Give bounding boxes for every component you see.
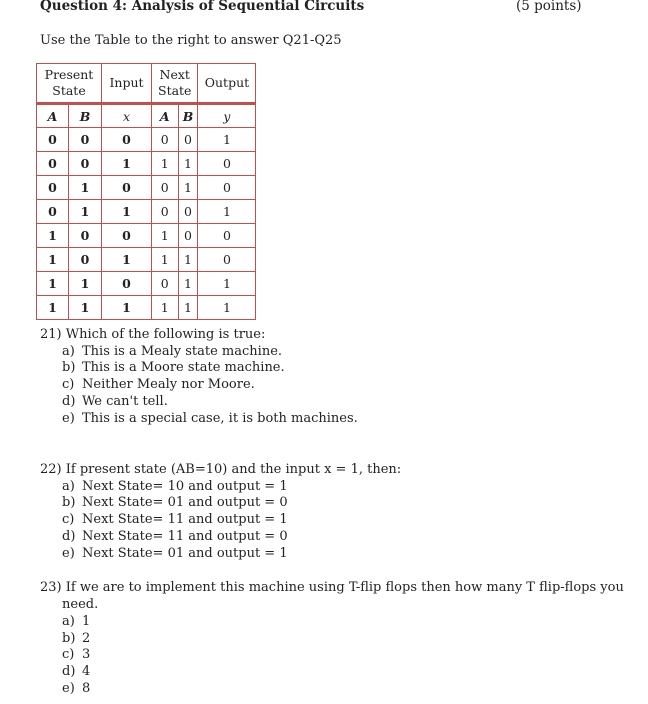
- cell-a: 1: [37, 248, 69, 272]
- cell-b: 1: [69, 176, 102, 200]
- cell-next-b: 0: [178, 224, 198, 248]
- cell-next-b: 1: [178, 296, 198, 320]
- q22-option-d: [62, 528, 288, 545]
- header-next-state: Next State: [152, 64, 198, 104]
- option-label: d): [62, 664, 76, 679]
- cell-next-a: 0: [152, 176, 179, 200]
- option-text: We can't tell.: [82, 394, 168, 409]
- q21-option-a: [62, 343, 282, 360]
- cell-b: 0: [69, 128, 102, 152]
- option-label: d): [62, 529, 76, 544]
- cell-next-a: 0: [152, 272, 179, 296]
- q23-option-d: [62, 663, 90, 680]
- cell-a: 0: [37, 200, 69, 224]
- cell-next-a: 1: [152, 224, 179, 248]
- option-text: Next State= 11 and output = 0: [82, 529, 288, 544]
- q22-option-a: [62, 478, 288, 495]
- header-input: Input: [102, 64, 152, 104]
- col-next-b: B: [178, 104, 198, 128]
- question-title: Question 4: Analysis of Sequential Circuits: [40, 0, 365, 14]
- option-label: d): [62, 394, 76, 409]
- col-y: y: [198, 104, 256, 128]
- cell-y: 0: [198, 176, 256, 200]
- col-a: A: [37, 104, 69, 128]
- q23-option-b: [62, 630, 90, 647]
- table-row: [37, 296, 256, 320]
- header-output: Output: [198, 64, 256, 104]
- option-label: b): [62, 360, 76, 375]
- option-label: a): [62, 479, 75, 494]
- cell-y: 1: [198, 296, 256, 320]
- q21-text: 21) Which of the following is true:: [40, 327, 266, 342]
- cell-b: 1: [69, 296, 102, 320]
- option-text: 2: [82, 631, 91, 646]
- cell-y: 0: [198, 224, 256, 248]
- cell-x: 1: [102, 296, 152, 320]
- cell-next-b: 0: [178, 128, 198, 152]
- cell-x: 1: [102, 248, 152, 272]
- cell-next-b: 1: [178, 272, 198, 296]
- cell-next-b: 1: [178, 176, 198, 200]
- option-label: e): [62, 681, 75, 696]
- q23-option-a: [62, 613, 90, 630]
- cell-y: 1: [198, 272, 256, 296]
- option-label: b): [62, 631, 76, 646]
- q22-option-b: [62, 494, 288, 511]
- cell-next-a: 1: [152, 296, 179, 320]
- group-header-row: [37, 64, 256, 104]
- q22-text: 22) If present state (AB=10) and the input x = 1, then:: [40, 462, 402, 477]
- cell-next-b: 0: [178, 200, 198, 224]
- table-row: [37, 224, 256, 248]
- cell-a: 1: [37, 224, 69, 248]
- option-label: e): [62, 411, 75, 426]
- points-label: (5 points): [516, 0, 582, 14]
- option-text: 4: [82, 664, 91, 679]
- option-label: b): [62, 495, 76, 510]
- option-label: c): [62, 647, 75, 662]
- table-row: [37, 152, 256, 176]
- option-text: 8: [82, 681, 91, 696]
- cell-x: 0: [102, 176, 152, 200]
- option-label: c): [62, 512, 75, 527]
- cell-next-a: 1: [152, 248, 179, 272]
- option-text: This is a special case, it is both machines.: [82, 411, 358, 426]
- option-text: Next State= 01 and output = 0: [82, 495, 288, 510]
- header-present-state: Present State: [37, 64, 102, 104]
- option-label: a): [62, 614, 75, 629]
- cell-b: 0: [69, 248, 102, 272]
- cell-y: 0: [198, 248, 256, 272]
- cell-x: 0: [102, 128, 152, 152]
- cell-next-b: 1: [178, 152, 198, 176]
- option-label: c): [62, 377, 75, 392]
- q21-option-e: [62, 410, 358, 427]
- table-row: [37, 272, 256, 296]
- option-text: This is a Moore state machine.: [82, 360, 285, 375]
- col-next-a: A: [152, 104, 179, 128]
- q21-option-b: [62, 359, 285, 376]
- cell-a: 1: [37, 272, 69, 296]
- option-label: e): [62, 546, 75, 561]
- cell-a: 0: [37, 176, 69, 200]
- state-table: [36, 63, 256, 320]
- cell-y: 0: [198, 152, 256, 176]
- option-text: Next State= 11 and output = 1: [82, 512, 288, 527]
- cell-x: 0: [102, 224, 152, 248]
- cell-b: 0: [69, 152, 102, 176]
- table-row: [37, 128, 256, 152]
- q22-option-c: [62, 511, 288, 528]
- cell-x: 0: [102, 272, 152, 296]
- q23-option-c: [62, 646, 90, 663]
- cell-next-a: 1: [152, 152, 179, 176]
- q21-option-c: [62, 376, 255, 393]
- option-text: Next State= 01 and output = 1: [82, 546, 288, 561]
- option-text: 3: [82, 647, 91, 662]
- cell-a: 0: [37, 128, 69, 152]
- option-text: This is a Mealy state machine.: [82, 344, 283, 359]
- column-header-row: [37, 104, 256, 128]
- table-row: [37, 248, 256, 272]
- cell-x: 1: [102, 152, 152, 176]
- cell-b: 0: [69, 224, 102, 248]
- cell-b: 1: [69, 272, 102, 296]
- q23-text-line2: need.: [62, 597, 99, 612]
- q23-option-e: [62, 680, 90, 697]
- cell-x: 1: [102, 200, 152, 224]
- cell-next-a: 0: [152, 200, 179, 224]
- option-text: Next State= 10 and output = 1: [82, 479, 288, 494]
- cell-a: 0: [37, 152, 69, 176]
- option-label: a): [62, 344, 75, 359]
- cell-next-b: 1: [178, 248, 198, 272]
- q22-option-e: [62, 545, 288, 562]
- q21-option-d: [62, 393, 168, 410]
- cell-y: 1: [198, 200, 256, 224]
- cell-y: 1: [198, 128, 256, 152]
- table-row: [37, 176, 256, 200]
- cell-b: 1: [69, 200, 102, 224]
- cell-next-a: 0: [152, 128, 179, 152]
- q23-text-line1: 23) If we are to implement this machine using T-flip flops then how many T flip-flops you: [40, 580, 624, 595]
- col-b: B: [69, 104, 102, 128]
- table-row: [37, 200, 256, 224]
- option-text: 1: [82, 614, 91, 629]
- option-text: Neither Mealy nor Moore.: [82, 377, 255, 392]
- cell-a: 1: [37, 296, 69, 320]
- intro-text: Use the Table to the right to answer Q21-Q25: [40, 33, 342, 48]
- col-x: x: [102, 104, 152, 128]
